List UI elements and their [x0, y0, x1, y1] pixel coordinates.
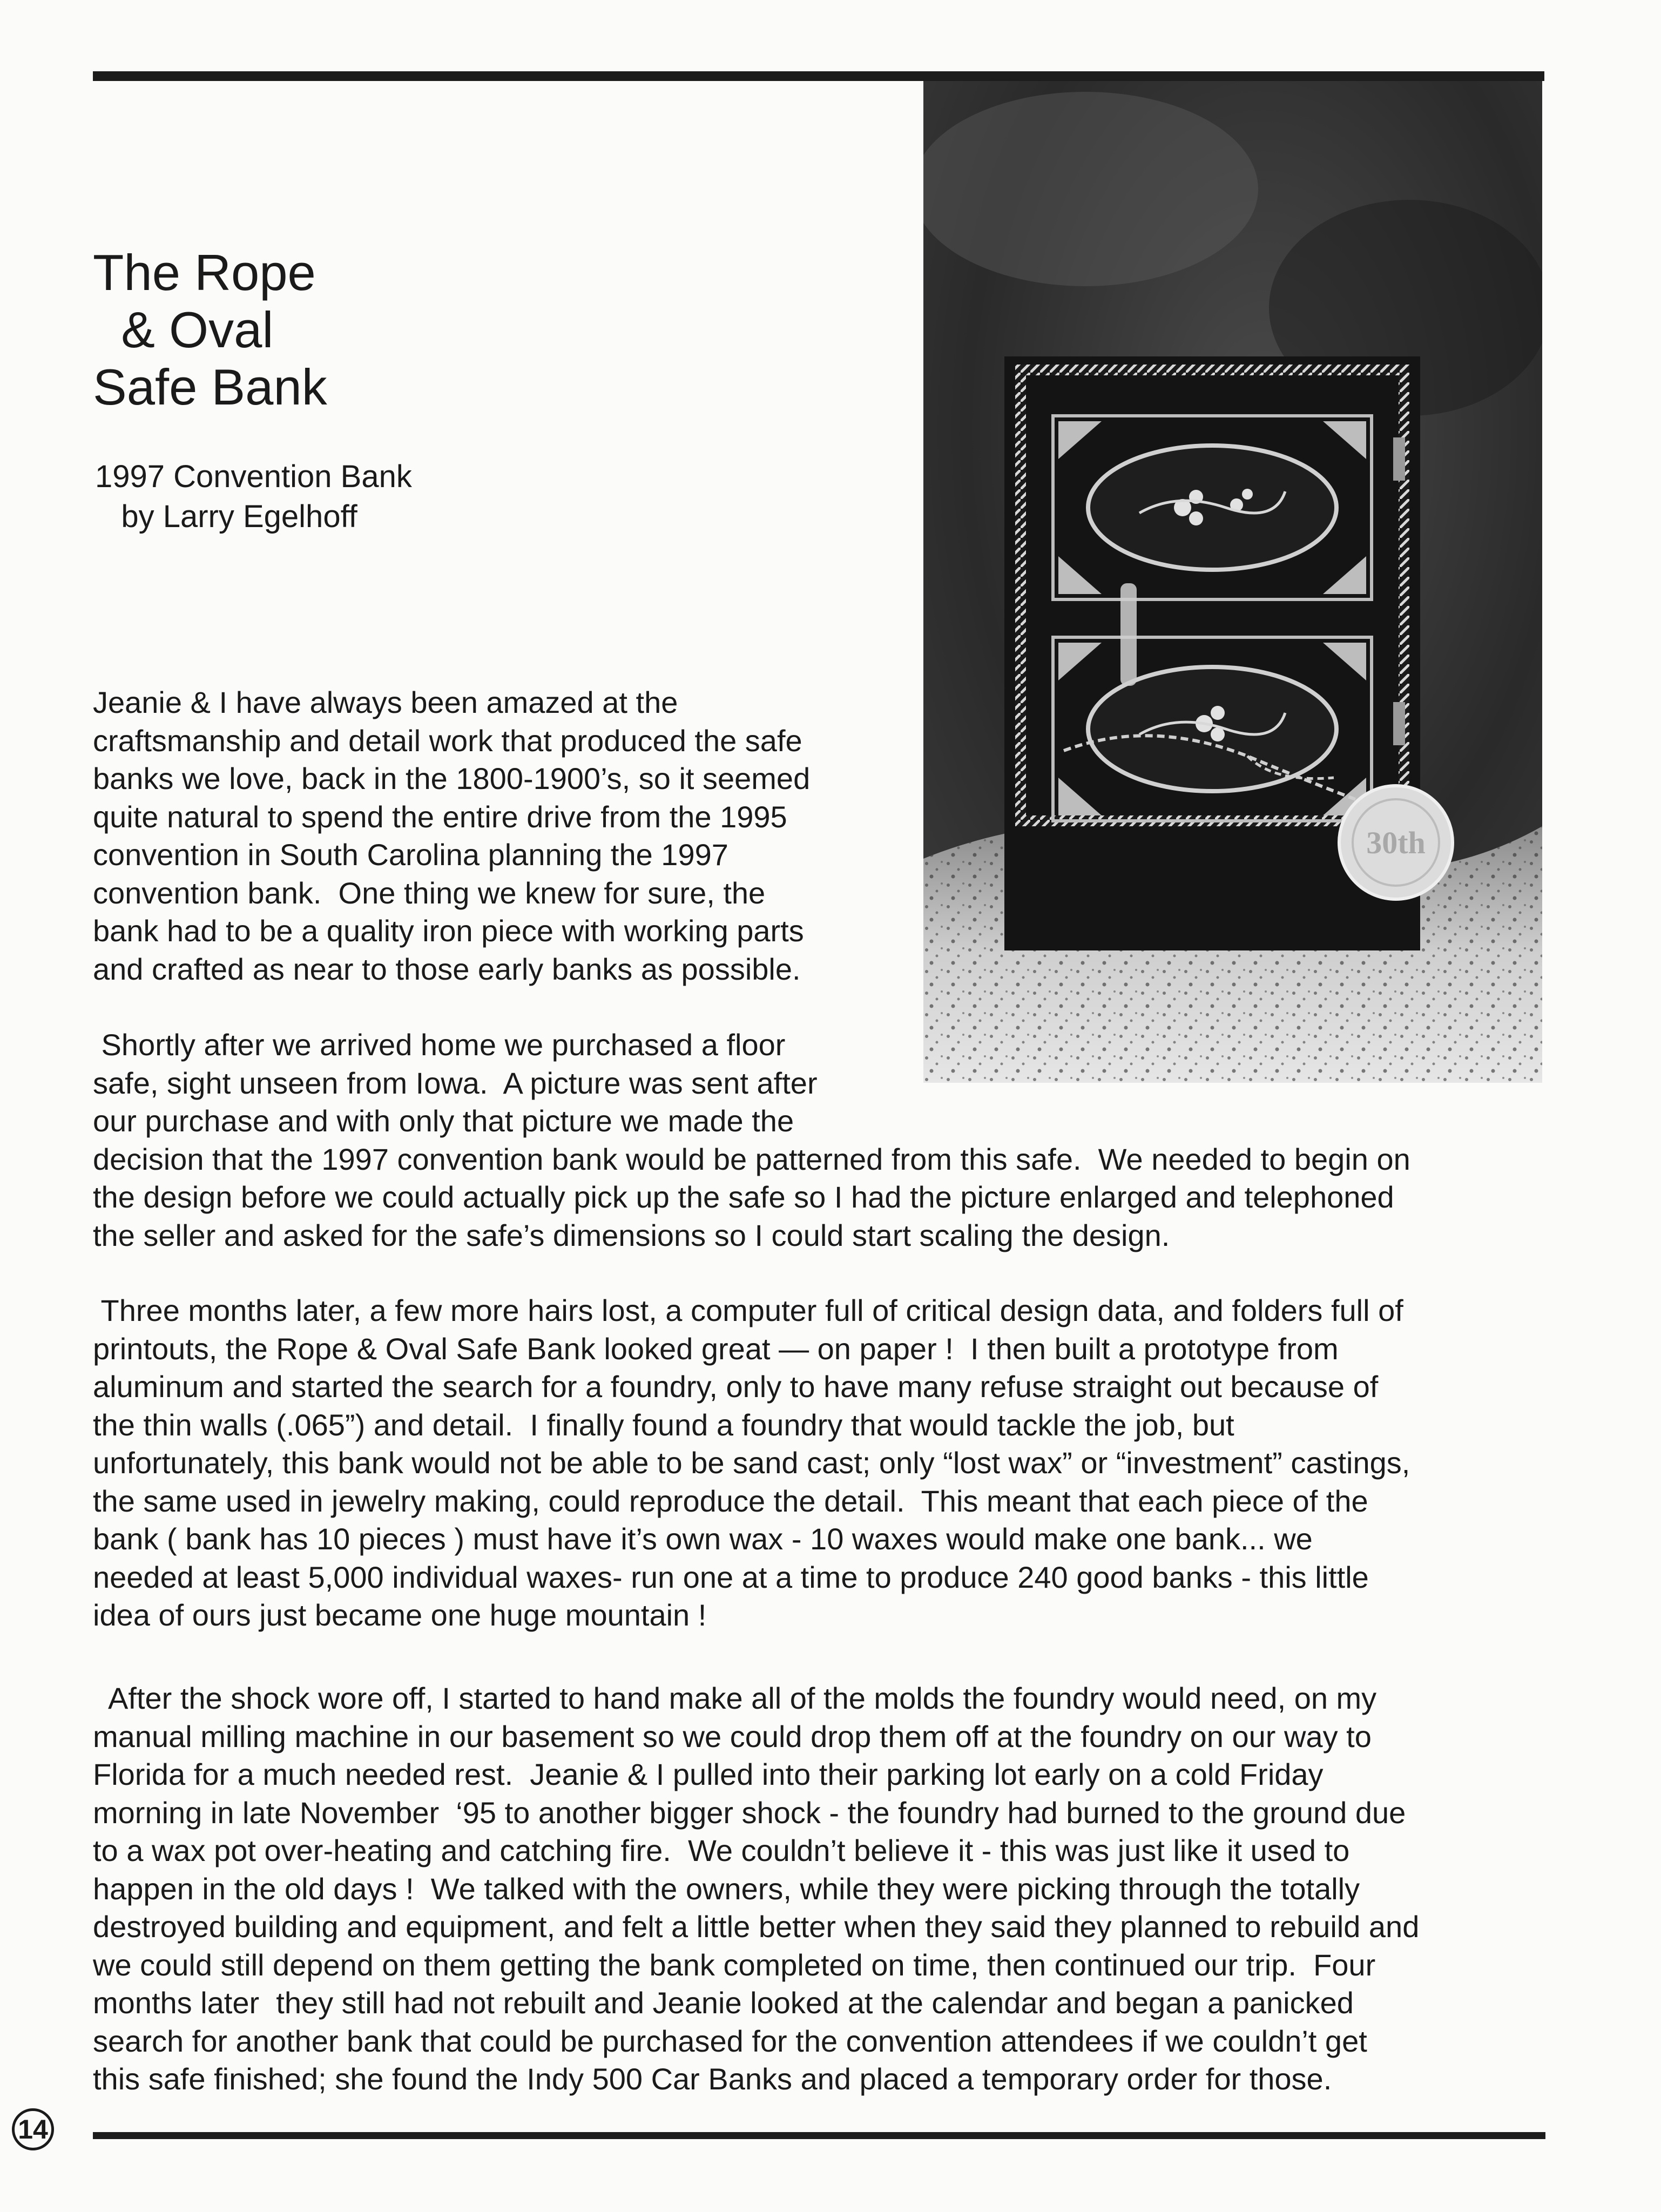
title-line: Safe Bank: [93, 359, 327, 415]
text-line: idea of ours just became one huge mountain !: [93, 1598, 707, 1632]
paragraph-1: [93, 684, 810, 988]
article-title: [93, 244, 327, 416]
text-line: happen in the old days ! We talked with the owners, while they were picking through the totally: [93, 1871, 1360, 1906]
title-line: & Oval: [93, 301, 274, 358]
safe-bank-photo: [923, 81, 1542, 1083]
text-line: quite natural to spend the entire drive from the 1995: [93, 799, 787, 834]
paragraph-4: [93, 1680, 1419, 2099]
text-line: aluminum and started the search for a foundry, only to have many refuse straight out because of: [93, 1370, 1379, 1404]
text-line: Shortly after we arrived home we purchased a floor: [93, 1028, 786, 1062]
text-line: and crafted as near to those early banks as possible.: [93, 952, 801, 986]
page-number: [12, 2108, 54, 2150]
text-line: bank ( bank has 10 pieces ) must have it’s own wax - 10 waxes would make one bank... we: [93, 1522, 1313, 1556]
text-line: manual milling machine in our basement so we could drop them off at the foundry on our way to: [93, 1719, 1372, 1754]
paragraph-3: [93, 1292, 1410, 1635]
text-line: bank had to be a quality iron piece with working parts: [93, 914, 804, 948]
text-line: printouts, the Rope & Oval Safe Bank looked great — on paper ! I then built a prototype from: [93, 1331, 1339, 1366]
text-line: banks we love, back in the 1800-1900’s, so it seemed: [93, 761, 811, 795]
text-line: to a wax pot over-heating and catching fire. We couldn’t believe it - this was just like it used to: [93, 1833, 1350, 1867]
text-line: the seller and asked for the safe’s dimensions so I could start scaling the design.: [93, 1218, 1170, 1252]
text-line: the same used in jewelry making, could reproduce the detail. This meant that each piece of the: [93, 1483, 1368, 1518]
text-line: safe, sight unseen from Iowa. A picture was sent after: [93, 1065, 818, 1100]
subtitle-line: 1997 Convention Bank: [95, 459, 412, 494]
text-line: this safe finished; she found the Indy 500 Car Banks and placed a temporary order for those.: [93, 2062, 1332, 2096]
text-line: morning in late November ‘95 to another bigger shock - the foundry had burned to the ground due: [93, 1795, 1406, 1830]
page-number-text: 14: [18, 2114, 48, 2144]
text-line: needed at least 5,000 individual waxes- run one at a time to produce 240 good banks - this little: [93, 1560, 1369, 1594]
text-line: the design before we could actually pick up the safe so I had the picture enlarged and telephoned: [93, 1180, 1394, 1214]
article-subtitle: [95, 457, 412, 537]
text-line: months later they still had not rebuilt and Jeanie looked at the calendar and began a panicked: [93, 1986, 1354, 2020]
text-line: Three months later, a few more hairs lost, a computer full of critical design data, and folders full of: [93, 1293, 1403, 1327]
title-line: The Rope: [93, 244, 316, 301]
text-line: convention in South Carolina planning the 1997: [93, 838, 728, 872]
bottom-rule: [93, 2132, 1545, 2139]
text-line: After the shock wore off, I started to hand make all of the molds the foundry would need, on my: [93, 1681, 1377, 1715]
text-line: craftsmanship and detail work that produced the safe: [93, 723, 802, 758]
text-line: convention bank. One thing we knew for sure, the: [93, 875, 766, 910]
top-rule: [93, 71, 1544, 81]
text-line: search for another bank that could be purchased for the convention attendees if we couldn’t get: [93, 2024, 1367, 2058]
medallion-text: 30th: [1366, 825, 1426, 860]
byline: by Larry Egelhoff: [95, 499, 357, 534]
text-line: destroyed building and equipment, and felt a little better when they said they planned to rebuild and: [93, 1910, 1420, 1944]
text-line: the thin walls (.065”) and detail. I finally found a foundry that would tackle the job, but: [93, 1407, 1234, 1442]
text-line: Jeanie & I have always been amazed at the: [93, 685, 678, 719]
text-line: our purchase and with only that picture we made the: [93, 1104, 794, 1138]
text-line: decision that the 1997 convention bank would be patterned from this safe. We needed to begin on: [93, 1142, 1410, 1176]
text-line: unfortunately, this bank would not be able to be sand cast; only “lost wax” or “investment” castings,: [93, 1446, 1410, 1480]
text-line: Florida for a much needed rest. Jeanie & I pulled into their parking lot early on a cold Friday: [93, 1757, 1324, 1791]
text-line: we could still depend on them getting the bank completed on time, then continued our trip. Four: [93, 1947, 1376, 1982]
